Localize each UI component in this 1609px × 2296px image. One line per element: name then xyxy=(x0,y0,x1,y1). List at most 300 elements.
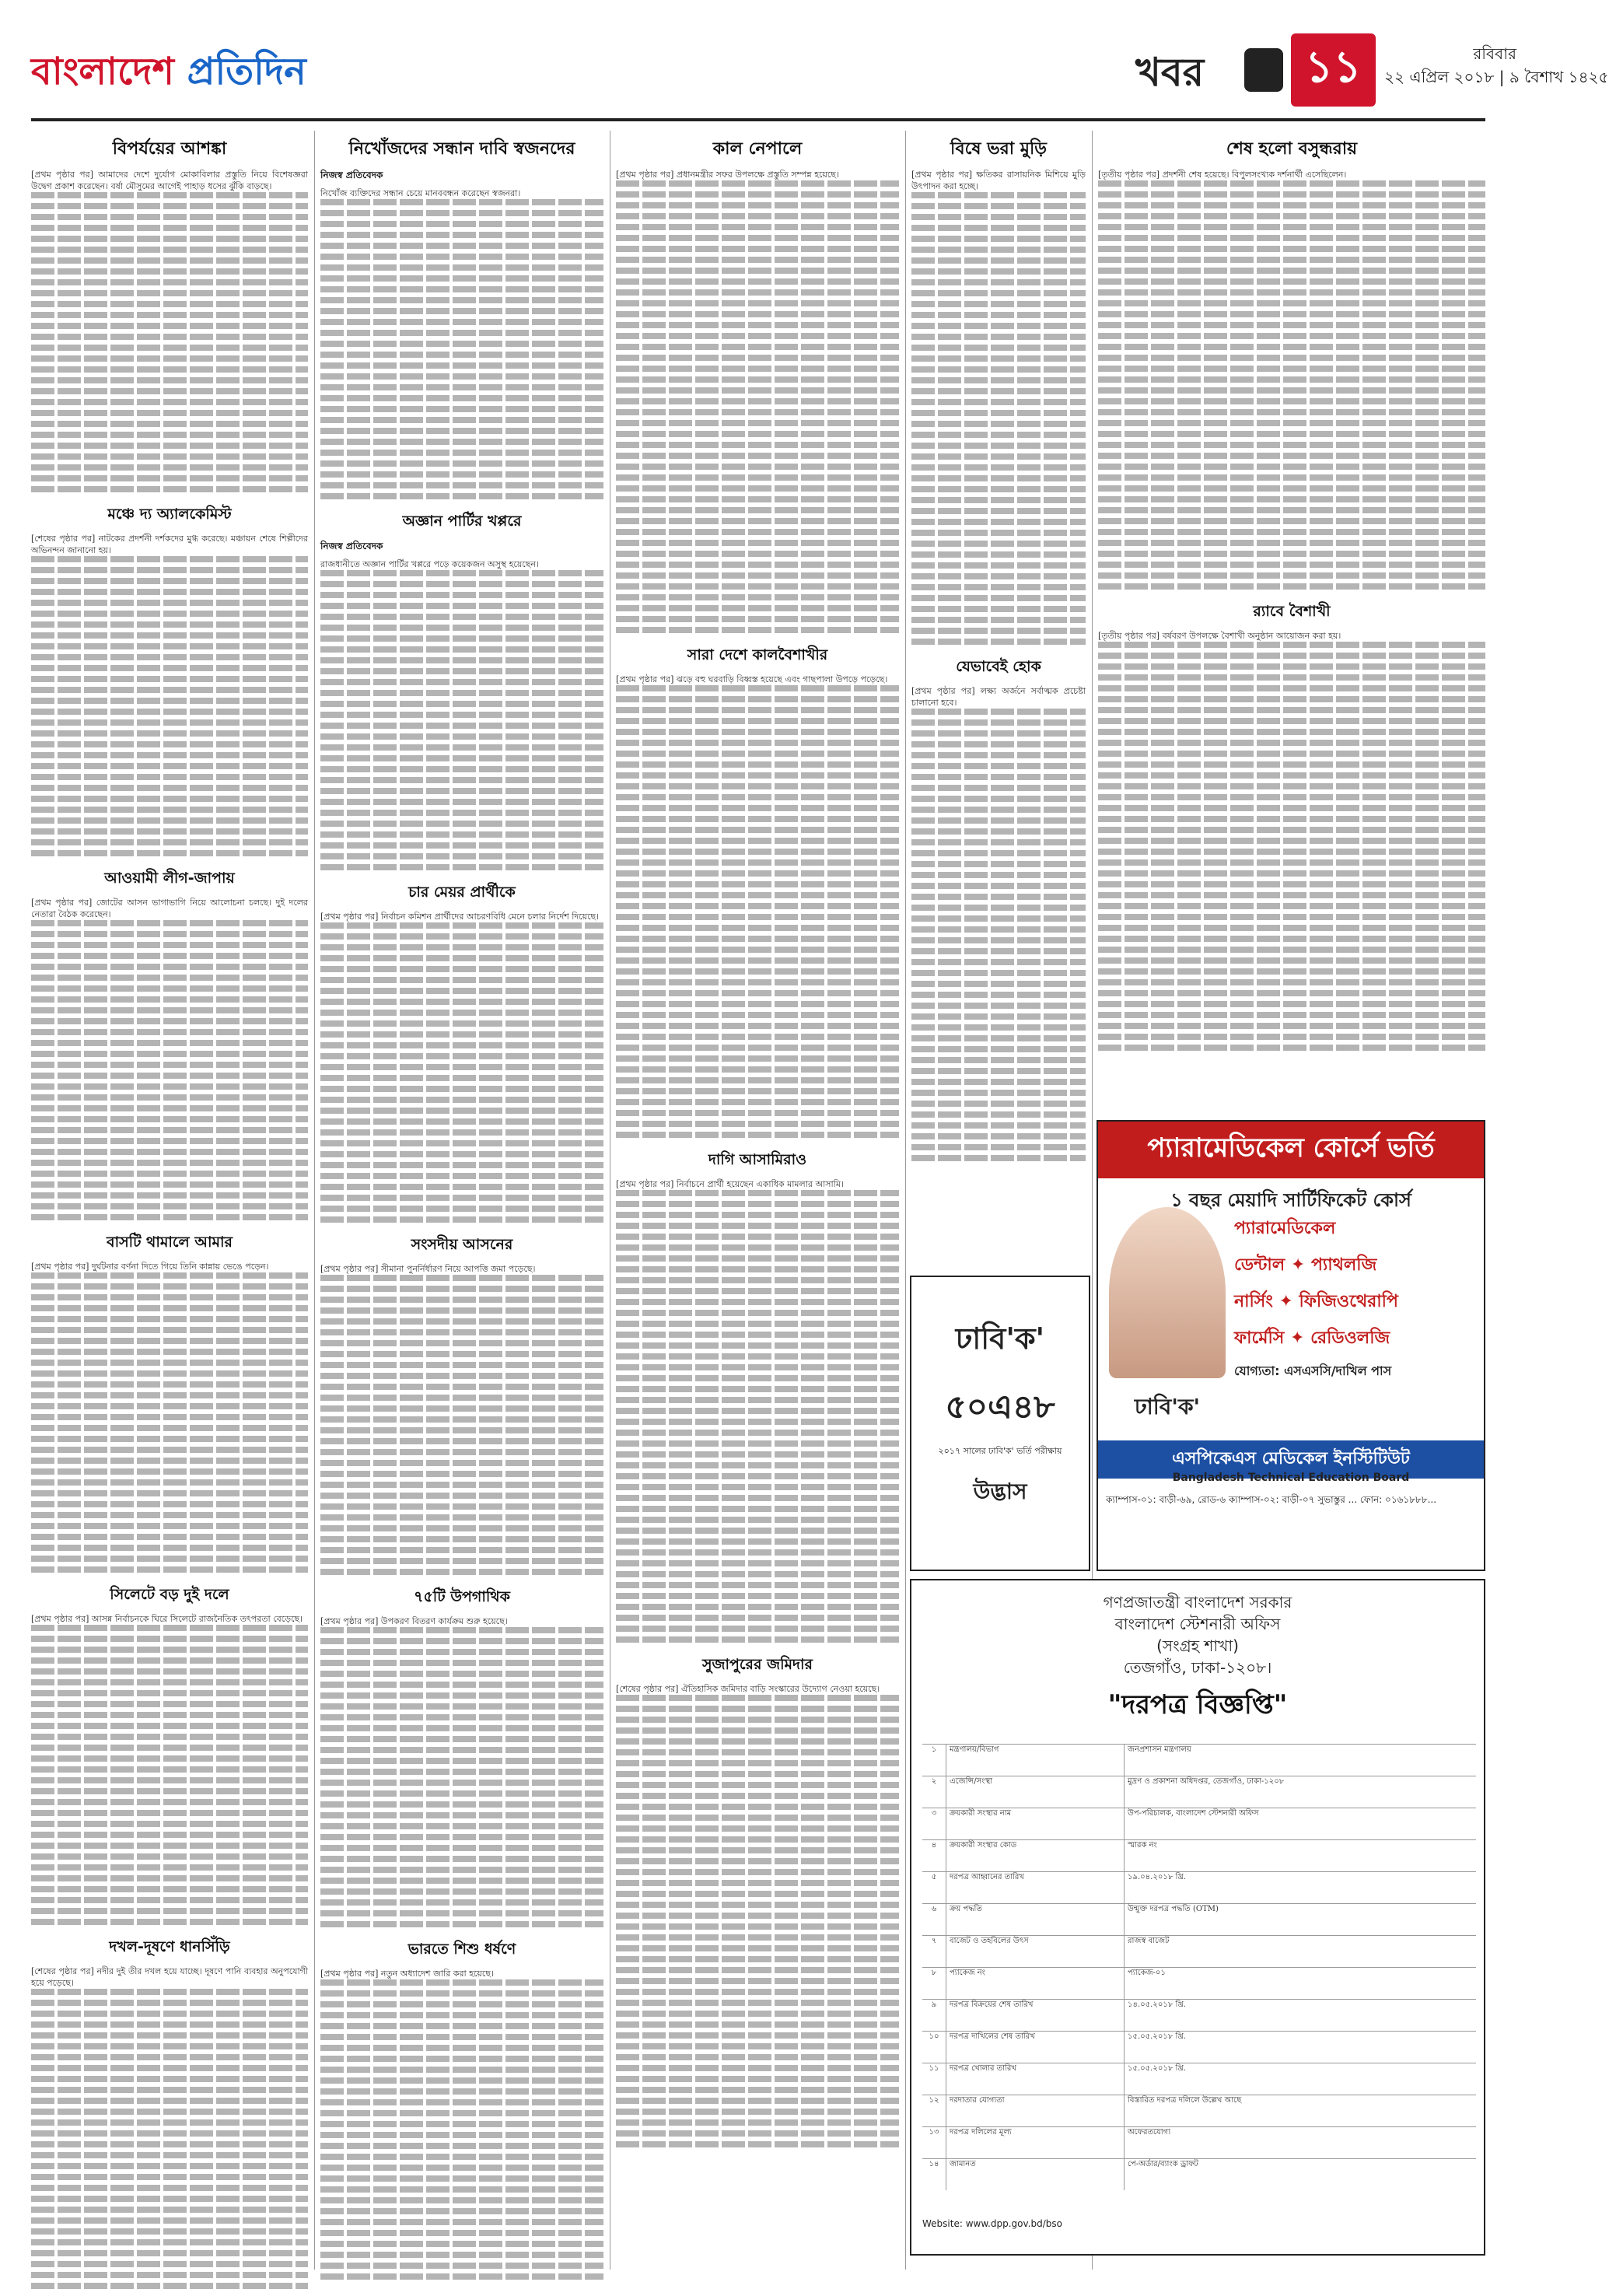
text-line xyxy=(616,816,899,822)
text-line xyxy=(31,1479,308,1486)
text-line xyxy=(1098,870,1485,877)
text-line xyxy=(616,366,899,372)
text-line xyxy=(320,1921,603,1927)
text-line xyxy=(911,1024,1086,1031)
text-line xyxy=(320,955,603,961)
ad-institute: এসপিকেএস মেডিকেল ইনস্টিটিউট xyxy=(1098,1440,1484,1479)
text-line xyxy=(616,1212,899,1218)
text-line xyxy=(616,1045,899,1051)
text-line xyxy=(320,1031,603,1038)
text-line xyxy=(616,1484,899,1490)
table-cell: উন্মুক্ত দরপত্র পদ্ধতি (OTM) xyxy=(1128,1905,1219,1913)
text-line xyxy=(320,243,603,249)
table-cell: প্যাকেজ-০১ xyxy=(1128,1969,1166,1977)
text-line xyxy=(616,925,899,931)
text-line xyxy=(320,1395,603,1401)
article-body: নিখোঁজ ব্যক্তিদের সন্ধান চেয়ে মানববন্ধন করেছেন স্বজনরা। xyxy=(320,188,521,198)
text-line xyxy=(31,1272,308,1279)
text-line xyxy=(616,1132,899,1138)
text-line xyxy=(1098,235,1485,241)
ad-course: প্যারামেডিকেল xyxy=(1234,1219,1336,1238)
text-line xyxy=(31,817,308,824)
text-line xyxy=(616,1771,899,1777)
text-line xyxy=(911,1035,1086,1041)
text-line xyxy=(31,2174,308,2180)
text-line xyxy=(320,2143,603,2149)
text-line xyxy=(1098,696,1485,702)
text-line xyxy=(1098,224,1485,230)
text-line xyxy=(616,1804,899,1810)
text-line xyxy=(320,2230,603,2236)
text-line xyxy=(1098,751,1485,757)
text-line xyxy=(616,2119,899,2126)
text-line xyxy=(320,1569,603,1575)
text-line xyxy=(31,2272,308,2278)
text-line xyxy=(911,1068,1086,1074)
article-body: [প্রথম পৃষ্ঠার পর] উপকরণ বিতরণ কার্যক্রম শুরু হয়েছে। xyxy=(320,1616,508,1626)
text-line xyxy=(616,420,899,426)
text-line xyxy=(320,1790,603,1797)
text-line xyxy=(1098,947,1485,953)
text-line xyxy=(320,799,603,805)
masthead-logo xyxy=(31,44,306,105)
text-line xyxy=(1098,805,1485,811)
text-line xyxy=(911,192,1086,198)
text-line xyxy=(31,942,308,948)
text-line xyxy=(911,828,1086,835)
text-line xyxy=(616,1353,899,1360)
text-line xyxy=(616,224,899,230)
text-line xyxy=(616,191,899,198)
text-line xyxy=(616,783,899,789)
article-headline: মঞ্চে দ্য অ্যালকেমিস্ট xyxy=(107,506,232,523)
text-line xyxy=(616,696,899,702)
text-line xyxy=(616,1277,899,1283)
article xyxy=(31,503,308,856)
text-line xyxy=(616,2098,899,2104)
text-line xyxy=(31,268,308,275)
text-line xyxy=(31,763,308,769)
text-line xyxy=(616,1793,899,1799)
text-line xyxy=(31,1625,308,1631)
text-line xyxy=(320,2263,603,2269)
text-line xyxy=(616,805,899,811)
text-line xyxy=(616,485,899,492)
text-line xyxy=(616,1299,899,1305)
text-line xyxy=(911,1046,1086,1052)
text-line xyxy=(616,322,899,328)
coaching-note: ২০১৭ সালের ঢাবি'ক' ভর্তি পরীক্ষায় xyxy=(938,1446,1062,1456)
table-cell: দরপত্র খোলার তারিখ xyxy=(946,2063,1125,2095)
text-line xyxy=(31,1458,308,1464)
text-line xyxy=(31,2021,308,2028)
text-line xyxy=(320,581,603,587)
text-line xyxy=(320,1286,603,1292)
table-cell: দরপত্র আহ্বানের তারিখ xyxy=(946,1872,1125,1903)
text-line xyxy=(31,2065,308,2071)
text-line xyxy=(616,551,899,557)
article-body: [প্রথম পৃষ্ঠার পর] নির্বাচনে প্রার্থী হয়েছেন একাধিক মামলার আসামি। xyxy=(616,1179,844,1189)
text-line xyxy=(616,1077,899,1083)
text-line xyxy=(320,831,603,838)
text-line xyxy=(31,1657,308,1664)
text-line xyxy=(911,519,1086,525)
text-line xyxy=(31,1403,308,1409)
text-line xyxy=(616,2141,899,2147)
text-line xyxy=(320,966,603,972)
text-line xyxy=(616,1462,899,1468)
text-line xyxy=(616,213,899,219)
text-line xyxy=(616,1034,899,1040)
text-line xyxy=(911,1155,1086,1161)
article-body: [প্রথম পৃষ্ঠার পর] লক্ষ্য অর্জনে সর্বাত্মক প্রচেষ্টা চালানো হবে। xyxy=(911,686,1086,708)
text-line xyxy=(31,1138,308,1144)
text-line xyxy=(31,1886,308,1892)
text-line xyxy=(31,2098,308,2104)
text-line xyxy=(31,1436,308,1442)
ad-contact: ক্যাম্পাস-০১: বাড়ী-৬৯, রোড-৬ ক্যাম্পাস-০২: বাড়ী-০৭ সুভাস্তুর ... ফোন: ০১৬১৮৮৮... xyxy=(1106,1494,1437,1505)
text-line xyxy=(320,1514,603,1521)
text-line xyxy=(31,975,308,981)
text-line xyxy=(616,2021,899,2028)
text-line xyxy=(616,1902,899,1908)
text-line xyxy=(320,2045,603,2051)
text-line xyxy=(320,1351,603,1357)
text-line xyxy=(31,1468,308,1475)
article xyxy=(911,135,1086,645)
text-line xyxy=(616,496,899,502)
text-line xyxy=(616,1749,899,1755)
text-line xyxy=(1098,442,1485,448)
text-line xyxy=(31,1534,308,1540)
article-headline: যেভাবেই হোক xyxy=(956,658,1041,675)
text-line xyxy=(911,1111,1086,1118)
text-line xyxy=(1098,892,1485,898)
table-cell: ১৫.০৫.২০১৮ খ্রি. xyxy=(1128,2032,1186,2041)
text-line xyxy=(911,970,1086,976)
text-line xyxy=(616,268,899,274)
text-line xyxy=(911,905,1086,911)
text-line xyxy=(31,1425,308,1431)
weekday: রবিবার xyxy=(1473,44,1516,63)
text-line xyxy=(616,849,899,855)
text-line xyxy=(320,417,603,423)
text-line xyxy=(616,685,899,691)
text-line xyxy=(911,883,1086,889)
text-line xyxy=(911,508,1086,514)
text-line xyxy=(31,1766,308,1773)
article xyxy=(31,867,308,1220)
text-line xyxy=(1098,968,1485,975)
text-line xyxy=(320,1140,603,1146)
text-line xyxy=(31,236,308,242)
article-headline: বাসটি থামালে আমার xyxy=(107,1234,233,1251)
text-line xyxy=(1098,653,1485,659)
text-line xyxy=(616,1023,899,1029)
text-line xyxy=(31,964,308,970)
text-line xyxy=(616,881,899,887)
text-line xyxy=(911,1013,1086,1020)
article xyxy=(616,1654,899,2147)
text-line xyxy=(320,1856,603,1862)
text-line xyxy=(616,1782,899,1788)
table-cell: ৫ xyxy=(922,1872,946,1903)
text-line xyxy=(616,1223,899,1229)
text-line xyxy=(31,1989,308,1995)
text-line xyxy=(911,399,1086,405)
text-line xyxy=(320,1671,603,1677)
text-line xyxy=(911,785,1086,791)
text-line xyxy=(911,959,1086,965)
text-line xyxy=(616,1815,899,1821)
text-line xyxy=(31,985,308,992)
text-line xyxy=(31,752,308,758)
table-cell: ১৯.০৪.২০১৮ খ্রি. xyxy=(1128,1873,1186,1881)
text-line xyxy=(320,1899,603,1906)
table-cell: ১৪.০৫.২০১৮ খ্রি. xyxy=(1128,2000,1186,2009)
text-line xyxy=(320,1547,603,1553)
text-line xyxy=(31,567,308,573)
table-cell: ১৫.০৫.২০১৮ খ্রি. xyxy=(1128,2064,1186,2073)
text-line xyxy=(616,1255,899,1262)
text-line xyxy=(320,395,603,401)
text-line xyxy=(911,497,1086,503)
text-line xyxy=(320,2099,603,2105)
text-line xyxy=(911,432,1086,438)
text-line xyxy=(31,1192,308,1199)
text-line xyxy=(31,2228,308,2235)
text-line xyxy=(31,1214,308,1220)
text-line xyxy=(616,1869,899,1875)
text-line xyxy=(31,1160,308,1166)
text-line xyxy=(1098,355,1485,361)
text-line xyxy=(616,1528,899,1534)
text-line xyxy=(616,1717,899,1723)
text-line xyxy=(911,606,1086,612)
text-line xyxy=(320,308,603,314)
table-cell: জনপ্রশাসন মন্ত্রণালয় xyxy=(1128,1745,1191,1754)
text-line xyxy=(911,1133,1086,1139)
paramedical-ad xyxy=(1097,1120,1485,1571)
text-line xyxy=(31,1381,308,1388)
text-line xyxy=(616,311,899,317)
text-line xyxy=(911,225,1086,231)
text-line xyxy=(911,992,1086,998)
text-line xyxy=(616,540,899,546)
text-line xyxy=(320,1888,603,1895)
text-line xyxy=(320,1649,603,1655)
text-line xyxy=(320,1329,603,1335)
text-line xyxy=(320,1362,603,1368)
text-line xyxy=(31,1447,308,1453)
text-line xyxy=(31,1919,308,1925)
text-line xyxy=(31,1327,308,1333)
text-line xyxy=(31,1788,308,1794)
text-line xyxy=(31,578,308,584)
text-line xyxy=(320,1703,603,1710)
text-line xyxy=(320,1482,603,1488)
text-line xyxy=(320,2001,603,2007)
text-line xyxy=(616,464,899,470)
text-line xyxy=(616,1473,899,1479)
text-line xyxy=(31,1062,308,1068)
text-line xyxy=(616,1571,899,1577)
text-line xyxy=(911,937,1086,943)
text-line xyxy=(31,1338,308,1344)
text-line xyxy=(616,990,899,996)
text-line xyxy=(320,988,603,994)
text-line xyxy=(31,2119,308,2126)
text-line xyxy=(1098,583,1485,590)
text-line xyxy=(31,1392,308,1398)
text-line xyxy=(911,1144,1086,1150)
text-line xyxy=(911,301,1086,307)
text-line xyxy=(31,1712,308,1718)
text-line xyxy=(31,1897,308,1903)
text-line xyxy=(320,362,603,369)
text-line xyxy=(616,2000,899,2006)
column-5 xyxy=(1098,131,1485,1111)
text-line xyxy=(616,968,899,975)
text-line xyxy=(31,1636,308,1642)
text-line xyxy=(616,718,899,724)
text-line xyxy=(616,1825,899,1832)
text-line xyxy=(320,352,603,358)
text-line xyxy=(31,1283,308,1290)
table-cell: ৬ xyxy=(922,1904,946,1935)
text-line xyxy=(911,443,1086,449)
text-line xyxy=(320,853,603,859)
text-line xyxy=(616,1321,899,1327)
table-cell: দরদাতার যোগ্যতা xyxy=(946,2095,1125,2126)
text-line xyxy=(320,1910,603,1916)
text-line xyxy=(31,247,308,253)
table-cell: রাজস্ব বাজেট xyxy=(1128,1937,1170,1945)
text-line xyxy=(320,690,603,696)
text-line xyxy=(320,1736,603,1742)
text-line xyxy=(616,431,899,437)
text-line xyxy=(616,1001,899,1007)
text-line xyxy=(616,1760,899,1766)
text-line xyxy=(616,2065,899,2071)
column-3 xyxy=(616,131,899,2262)
section-icon xyxy=(1244,48,1283,92)
text-line xyxy=(616,1408,899,1414)
text-line xyxy=(616,1549,899,1556)
text-line xyxy=(320,264,603,271)
text-line xyxy=(31,2261,308,2267)
text-line xyxy=(31,1875,308,1881)
text-line xyxy=(320,723,603,729)
table-cell: দরপত্র দলিলের মূল্য xyxy=(946,2127,1125,2158)
text-line xyxy=(1098,642,1485,648)
tender-gov-line: তেজগাঁও, ঢাকা-১২০৮। xyxy=(1123,1658,1272,1677)
text-line xyxy=(31,1777,308,1783)
logo-part1: বাংলাদেশ xyxy=(31,50,174,93)
text-line xyxy=(616,1582,899,1588)
coaching-ad xyxy=(910,1276,1090,1571)
table-row xyxy=(922,1903,1476,1935)
text-line xyxy=(31,1908,308,1914)
table-cell: ১৩ xyxy=(922,2127,946,2158)
text-line xyxy=(320,439,603,445)
text-line xyxy=(31,203,308,209)
text-line xyxy=(31,2032,308,2039)
text-line xyxy=(320,1162,603,1168)
text-line xyxy=(616,474,899,481)
text-line xyxy=(320,319,603,325)
text-line xyxy=(31,719,308,726)
text-line xyxy=(31,2163,308,2169)
text-line xyxy=(320,1823,603,1829)
text-line xyxy=(31,2000,308,2006)
text-line xyxy=(320,1173,603,1179)
text-line xyxy=(911,763,1086,769)
text-line xyxy=(320,341,603,347)
text-line xyxy=(616,518,899,524)
table-cell: ক্রয় পদ্ধতি xyxy=(946,1904,1125,1935)
text-line xyxy=(1098,718,1485,724)
text-line xyxy=(911,421,1086,427)
text-line xyxy=(616,914,899,920)
article xyxy=(31,1936,308,2289)
text-line xyxy=(320,922,603,929)
article-headline: শেষ হলো বসুন্ধরায় xyxy=(1226,139,1358,159)
article-headline: সারা দেশে কালবৈশাখীর xyxy=(687,646,828,663)
text-line xyxy=(1098,180,1485,187)
text-line xyxy=(1098,914,1485,920)
text-line xyxy=(911,894,1086,900)
text-line xyxy=(320,1449,603,1455)
text-line xyxy=(31,2185,308,2191)
ad-course: ফার্মেসি ✦ রেডিওলজি xyxy=(1234,1328,1390,1348)
text-line xyxy=(31,1414,308,1420)
text-line xyxy=(616,1440,899,1447)
text-line xyxy=(31,366,308,373)
text-line xyxy=(31,1734,308,1740)
text-line xyxy=(911,366,1086,373)
text-line xyxy=(616,300,899,306)
text-line xyxy=(911,203,1086,209)
text-line xyxy=(616,707,899,713)
text-line xyxy=(616,2054,899,2060)
article-body: [শেষের পৃষ্ঠার পর] নদীর দুই তীর দখল হয়ে যাচ্ছে। দূষণে পানি ব্যবহার অনুপযোগী হয়ে পড়েছে। xyxy=(31,1966,308,1988)
text-line xyxy=(1098,740,1485,746)
text-line xyxy=(616,1244,899,1251)
text-line xyxy=(616,1201,899,1207)
text-line xyxy=(911,530,1086,536)
text-line xyxy=(31,1745,308,1751)
text-line xyxy=(31,600,308,606)
table-cell: এজেন্সি/সংস্থা xyxy=(946,1776,1125,1808)
text-line xyxy=(616,616,899,622)
text-line xyxy=(911,214,1086,220)
text-line xyxy=(616,1615,899,1621)
text-line xyxy=(31,931,308,937)
tender-gov-line: গণপ্রজাতন্ত্রী বাংলাদেশ সরকার xyxy=(1103,1593,1292,1612)
text-line xyxy=(320,232,603,238)
text-line xyxy=(911,1079,1086,1085)
table-cell: দরপত্র দাখিলের শেষ তারিখ xyxy=(946,2032,1125,2063)
text-line xyxy=(1098,1012,1485,1018)
text-line xyxy=(320,2219,603,2225)
text-line xyxy=(1098,191,1485,198)
text-line xyxy=(1098,1001,1485,1007)
text-line xyxy=(320,1216,603,1223)
table-row xyxy=(922,1839,1476,1871)
text-line xyxy=(320,603,603,609)
text-line xyxy=(320,2186,603,2193)
